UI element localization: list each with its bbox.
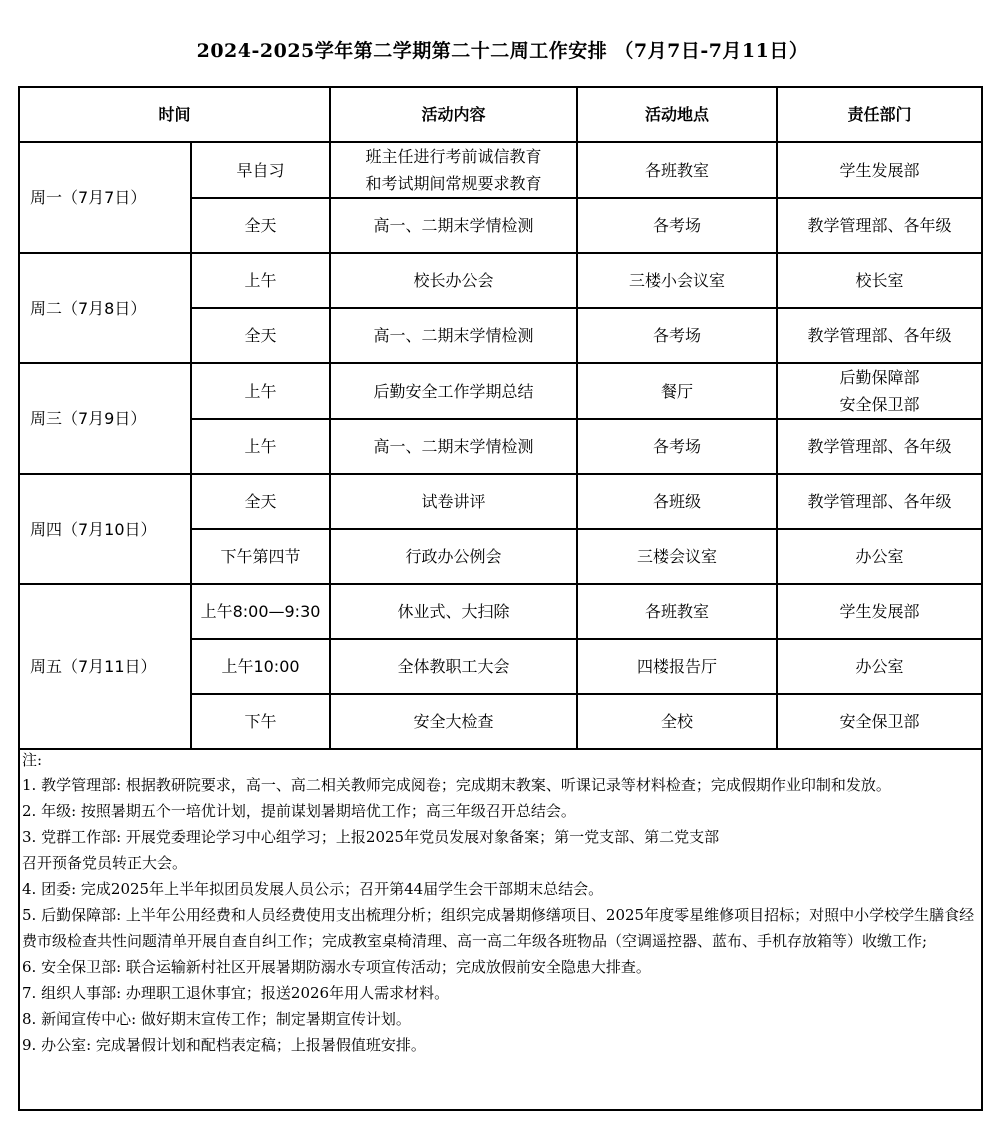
content-line: 全体教职工大会 [397, 657, 510, 676]
location-cell: 四楼报告厅 [577, 639, 777, 694]
note-text: 1. 教学管理部: 根据教研院要求，高一、高二相关教师完成阅卷；完成期末教案、听课记录等材料检查；完成假期作业印制和发放。 [22, 776, 891, 794]
department-line: 教学管理部、各年级 [807, 437, 952, 456]
schedule-body [19, 142, 982, 749]
header-location: 活动地点 [577, 87, 777, 142]
content-line: 和考试期间常规要求教育 [365, 174, 542, 193]
table-row [19, 363, 982, 419]
content-cell [330, 474, 577, 529]
day-label: 周五（7月11日） [19, 584, 191, 749]
schedule-table [18, 86, 983, 750]
content-cell [330, 198, 577, 253]
content-cell [330, 308, 577, 363]
day-label: 周一（7月7日） [19, 142, 191, 253]
time-cell: 全天 [191, 308, 330, 363]
department-line: 学生发展部 [839, 160, 920, 180]
department-line: 教学管理部、各年级 [807, 326, 952, 345]
content-line: 试卷讲评 [421, 492, 486, 511]
day-label: 周三（7月9日） [19, 363, 191, 474]
content-cell [330, 529, 577, 584]
content-cell [330, 142, 577, 198]
location-cell: 各班教室 [577, 142, 777, 198]
department-line: 办公室 [855, 547, 904, 566]
department-cell [777, 419, 982, 474]
content-line: 高一、二期末学情检测 [373, 326, 534, 345]
note-item [22, 954, 981, 980]
notes-section [18, 745, 983, 1111]
department-cell [777, 529, 982, 584]
department-line: 后勤保障部 [839, 368, 920, 387]
note-item [22, 876, 981, 902]
location-cell: 各班级 [577, 474, 777, 529]
note-text: 7. 组织人事部: 办理职工退休事宜；报送2026年用人需求材料。 [22, 984, 450, 1002]
location-cell: 三楼会议室 [577, 529, 777, 584]
department-cell [777, 308, 982, 363]
time-cell: 上午 [191, 253, 330, 308]
content-cell [330, 363, 577, 419]
note-text: 4. 团委: 完成2025年上半年拟团员发展人员公示；召开第44届学生会干部期末总结会。 [22, 880, 604, 898]
department-cell [777, 639, 982, 694]
note-text: 3. 党群工作部: 开展党委理论学习中心组学习；上报2025年党员发展对象备案；第一党支部、第二党支部 [22, 828, 720, 846]
table-row [19, 142, 982, 198]
time-cell: 早自习 [191, 142, 330, 198]
table-row [19, 584, 982, 639]
department-cell [777, 694, 982, 749]
time-cell: 上午10:00 [191, 639, 330, 694]
note-text: 召开预备党员转正大会。 [22, 854, 188, 872]
location-cell: 餐厅 [577, 363, 777, 419]
department-cell [777, 584, 982, 639]
content-line: 行政办公例会 [405, 547, 502, 566]
content-cell [330, 639, 577, 694]
note-item [22, 1032, 981, 1058]
notes-list [22, 772, 981, 1058]
note-item [22, 980, 981, 1006]
notes-label: 注: [22, 751, 43, 769]
time-cell: 全天 [191, 198, 330, 253]
note-item [22, 1006, 981, 1032]
note-item [22, 798, 981, 824]
note-text: 6. 安全保卫部: 联合运输新村社区开展暑期防溺水专项宣传活动；完成放假前安全隐患大排查。 [22, 958, 651, 976]
department-cell [777, 363, 982, 419]
content-cell [330, 253, 577, 308]
department-line: 学生发展部 [839, 602, 920, 621]
location-cell: 各考场 [577, 419, 777, 474]
department-line: 办公室 [855, 657, 904, 676]
day-label: 周二（7月8日） [19, 253, 191, 363]
content-line: 班主任进行考前诚信教育 [365, 147, 542, 166]
header-content: 活动内容 [330, 87, 577, 142]
department-line: 安全保卫部 [839, 395, 920, 414]
department-cell [777, 198, 982, 253]
department-line: 校长室 [855, 271, 904, 290]
content-line: 安全大检查 [413, 712, 494, 731]
time-cell: 下午 [191, 694, 330, 749]
note-text: 9. 办公室: 完成暑假计划和配档表定稿；上报暑假值班安排。 [22, 1036, 426, 1054]
content-line: 休业式、大扫除 [397, 602, 510, 621]
content-cell [330, 694, 577, 749]
note-item [22, 824, 981, 876]
department-line: 教学管理部、各年级 [807, 492, 952, 511]
note-item [22, 902, 981, 954]
department-line: 教学管理部、各年级 [807, 216, 952, 235]
note-text: 2. 年级: 按照暑期五个一培优计划，提前谋划暑期培优工作；高三年级召开总结会。 [22, 802, 576, 820]
content-line: 高一、二期末学情检测 [373, 216, 534, 235]
department-cell [777, 474, 982, 529]
content-line: 后勤安全工作学期总结 [373, 381, 534, 401]
note-text: 5. 后勤保障部: 上半年公用经费和人员经费使用支出梳理分析；组织完成暑期修缮项目、2025年度零星维修项目招标；对照中小学校学生膳食经费市级检查共性问题清单开展自查自纠工作；完成教室桌椅清理、高一高二年级各班物品（空调遥控器、蓝布、手机存放箱等）收缴工作; [22, 906, 975, 950]
time-cell: 上午 [191, 363, 330, 419]
table-header-row [19, 87, 982, 142]
time-cell: 全天 [191, 474, 330, 529]
header-department: 责任部门 [777, 87, 982, 142]
note-text: 8. 新闻宣传中心: 做好期末宣传工作；制定暑期宣传计划。 [22, 1010, 411, 1028]
content-cell [330, 419, 577, 474]
content-cell [330, 584, 577, 639]
page-title: 2024-2025学年第二学期第二十二周工作安排 （7月7日-7月11日） [196, 40, 809, 62]
time-cell: 上午8:00—9:30 [191, 584, 330, 639]
location-cell: 各考场 [577, 198, 777, 253]
location-cell: 各班教室 [577, 584, 777, 639]
location-cell: 三楼小会议室 [577, 253, 777, 308]
content-line: 校长办公会 [413, 271, 494, 290]
table-row [19, 474, 982, 529]
content-line: 高一、二期末学情检测 [373, 437, 534, 456]
department-line: 安全保卫部 [839, 712, 920, 731]
time-cell: 上午 [191, 419, 330, 474]
department-cell [777, 142, 982, 198]
day-label: 周四（7月10日） [19, 474, 191, 584]
header-time: 时间 [19, 87, 330, 142]
location-cell: 全校 [577, 694, 777, 749]
location-cell: 各考场 [577, 308, 777, 363]
table-row [19, 253, 982, 308]
note-item [22, 772, 981, 798]
time-cell: 下午第四节 [191, 529, 330, 584]
department-cell [777, 253, 982, 308]
